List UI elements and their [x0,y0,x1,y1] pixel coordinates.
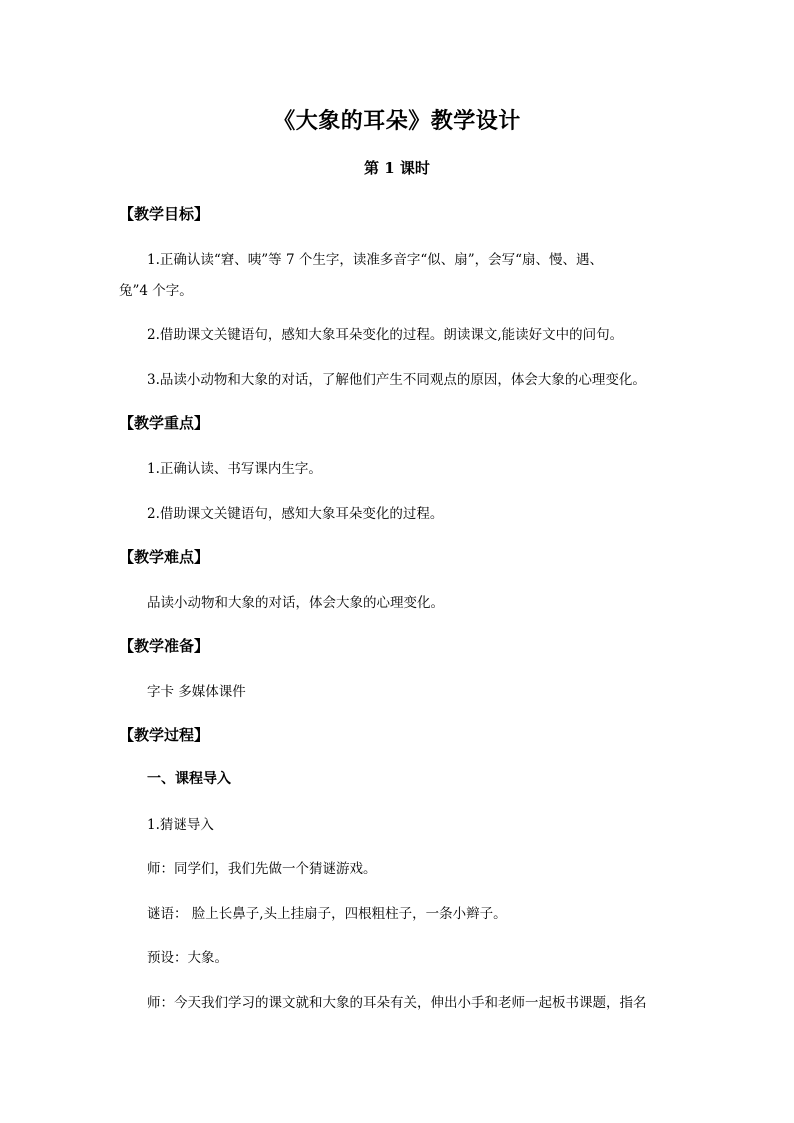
objective-1-line-1: 1.正确认读“窘、咦”等 7 个生字，读准多音字“似、扇”，会写“扇、慢、遇、 [147,252,604,268]
process-heading: 【教学过程】 [119,726,210,744]
preparation-1: 字卡 多媒体课件 [147,684,246,700]
document-title: 《大象的耳朵》教学设计 [273,108,521,134]
objectives-heading: 【教学目标】 [119,205,210,223]
objective-1-line-2: 兔”4 个字。 [119,283,193,299]
process-part-1-title: 一、课程导入 [147,771,231,787]
key-point-1: 1.正确认读、书写课内生字。 [147,461,322,477]
key-points-heading: 【教学重点】 [119,414,210,432]
process-line-2: 谜语： 脸上长鼻子,头上挂扇子，四根粗柱子，一条小辫子。 [147,906,507,922]
lesson-period: 第 1 课时 [364,159,430,177]
objective-3: 3.品读小动物和大象的对话，了解他们产生不同观点的原因，体会大象的心理变化。 [147,372,646,388]
objective-2: 2.借助课文关键语句，感知大象耳朵变化的过程。朗读课文,能读好文中的问句。 [147,327,624,343]
difficulty-1: 品读小动物和大象的对话，体会大象的心理变化。 [147,595,444,611]
process-line-3: 预设：大象。 [147,950,228,966]
difficulties-heading: 【教学难点】 [119,548,210,566]
process-line-1: 师：同学们，我们先做一个猜谜游戏。 [147,861,377,877]
key-point-2: 2.借助课文关键语句，感知大象耳朵变化的过程。 [147,506,444,522]
process-line-4: 师：今天我们学习的课文就和大象的耳朵有关，伸出小手和老师一起板书课题，指名 [147,995,647,1011]
preparation-heading: 【教学准备】 [119,637,210,655]
process-step-1: 1.猜谜导入 [147,817,214,833]
